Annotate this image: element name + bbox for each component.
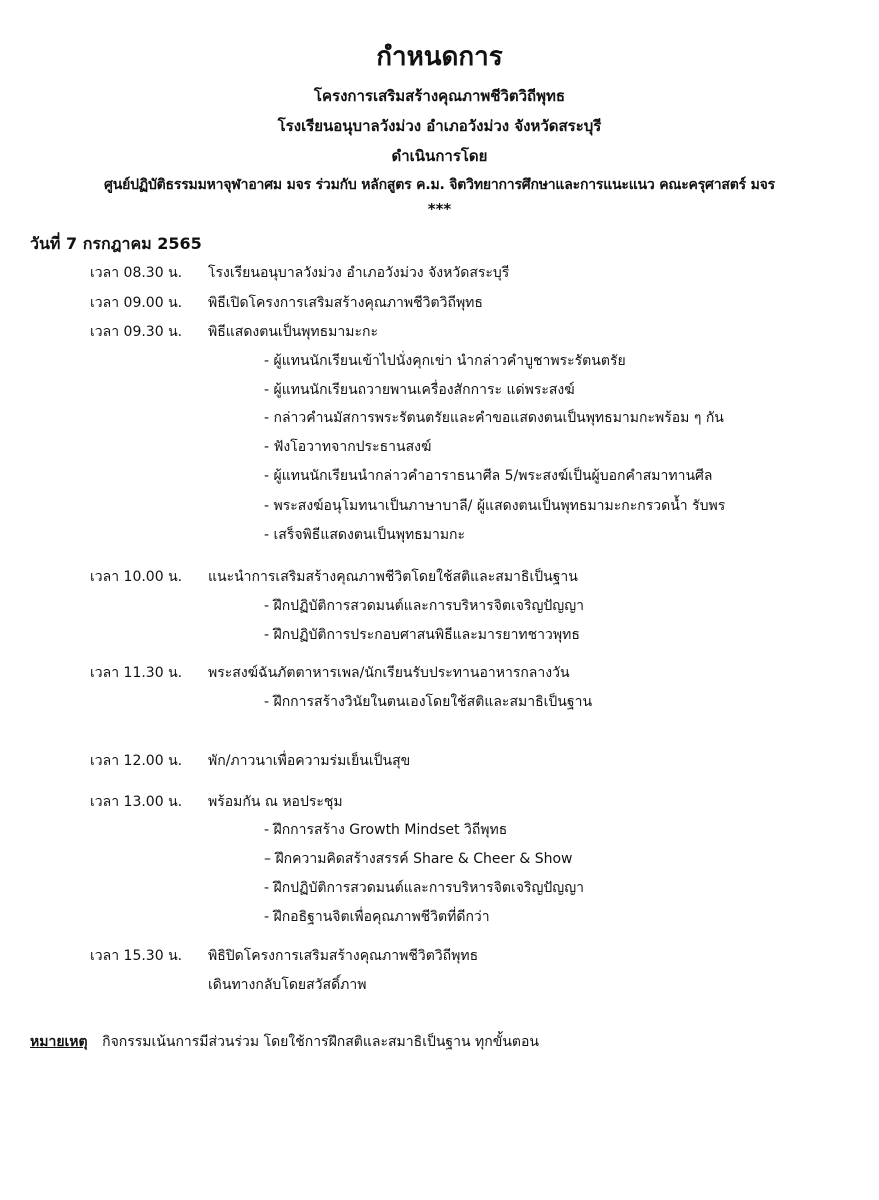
- schedule-item: – ฝึกความคิดสร้างสรรค์ Share & Cheer & Show: [264, 851, 573, 867]
- document-title: กำหนดการ: [376, 42, 503, 72]
- schedule-item: - ฝึกปฏิบัติการสวดมนต์และการบริหารจิตเจริญปัญญา: [264, 598, 585, 614]
- schedule-item: - เสร็จพิธีแสดงตนเป็นพุทธมามกะ: [264, 527, 466, 543]
- schedule-item: - ฟังโอวาทจากประธานสงฆ์: [264, 439, 432, 455]
- schedule-title: แนะนำการเสริมสร้างคุณภาพชีวิตโดยใช้สติและสมาธิเป็นฐาน: [208, 569, 578, 585]
- schedule-title: พัก/ภาวนาเพื่อความร่มเย็นเป็นสุข: [208, 753, 411, 769]
- schedule-time: เวลา 09.00 น.: [90, 295, 183, 311]
- header-separator: ***: [427, 200, 452, 218]
- schedule-time: เวลา 10.00 น.: [90, 569, 183, 585]
- schedule-time: เวลา 15.30 น.: [90, 948, 183, 964]
- schedule-item: - ผู้แทนนักเรียนเข้าไปนั่งคุกเข่า นำกล่าวคำบูชาพระรัตนตรัย: [264, 353, 626, 369]
- schedule-item: - ฝึกปฏิบัติการสวดมนต์และการบริหารจิตเจริญปัญญา: [264, 880, 585, 896]
- schedule-title: พิธีเปิดโครงการเสริมสร้างคุณภาพชีวิตวิถีพุทธ: [208, 295, 483, 311]
- schedule-time: เวลา 13.00 น.: [90, 794, 183, 810]
- schedule-item: - ฝึกการสร้าง Growth Mindset วิถีพุทธ: [264, 822, 508, 838]
- schedule-closing-line: เดินทางกลับโดยสวัสดิ์ภาพ: [208, 977, 367, 993]
- schedule-time: เวลา 08.30 น.: [90, 265, 183, 281]
- schedule-title: พิธิปิดโครงการเสริมสร้างคุณภาพชีวิตวิถีพุทธ: [208, 948, 479, 964]
- organizers-line: ศูนย์ปฏิบัติธรรมมหาจุฬาอาศม มจร ร่วมกับ หลักสูตร ค.ม. จิตวิทยาการศึกษาและการแนะแนว คณะครุศาสตร์ มจร: [104, 177, 775, 193]
- schedule-item: - ฝึกอธิฐานจิตเพื่อคุณภาพชีวิตที่ดีกว่า: [264, 909, 490, 925]
- schedule-title: พร้อมกัน ณ หอประชุม: [208, 794, 343, 810]
- schedule-item: - ฝึกปฏิบัติการประกอบศาสนพิธีและมารยาทชาวพุทธ: [264, 627, 580, 643]
- schedule-item: - ฝึกการสร้างวินัยในตนเองโดยใช้สติและสมาธิเป็นฐาน: [264, 694, 593, 710]
- remark-label: หมายเหตุ: [30, 1034, 88, 1050]
- school-name: โรงเรียนอนุบาลวังม่วง อำเภอวังม่วง จังหวัดสระบุรี: [277, 117, 602, 135]
- schedule-time: เวลา 11.30 น.: [90, 665, 183, 681]
- schedule-title: พระสงฆ์ฉันภัตตาหารเพล/นักเรียนรับประทานอาหารกลางวัน: [208, 665, 570, 681]
- schedule-item: - พระสงฆ์อนุโมทนาเป็นภาษาบาลี/ ผู้แสดงตนเป็นพุทธมามะกะกรวดน้ำ รับพร: [264, 498, 726, 514]
- project-name: โครงการเสริมสร้างคุณภาพชีวิตวิถีพุทธ: [313, 87, 566, 105]
- schedule-time: เวลา 12.00 น.: [90, 753, 183, 769]
- schedule-time: เวลา 09.30 น.: [90, 324, 183, 340]
- event-date: วันที่ 7 กรกฎาคม 2565: [30, 234, 202, 253]
- operated-by-label: ดำเนินการโดย: [391, 147, 488, 165]
- schedule-title: โรงเรียนอนุบาลวังม่วง อำเภอวังม่วง จังหวัดสระบุรี: [208, 265, 510, 281]
- schedule-item: - ผู้แทนนักเรียนถวายพานเครื่องสักการะ แด่พระสงฆ์: [264, 382, 575, 398]
- schedule-item: - ผู้แทนนักเรียนนำกล่าวคำอาราธนาศีล 5/พระสงฆ์เป็นผู้บอกคำสมาทานศีล: [264, 468, 713, 484]
- remark: [30, 1031, 539, 1053]
- remark-text: กิจกรรมเน้นการมีส่วนร่วม โดยใช้การฝึกสติและสมาธิเป็นฐาน ทุกขั้นตอน: [102, 1034, 539, 1050]
- schedule-item: - กล่าวคำนมัสการพระรัตนตรัยและคำขอแสดงตนเป็นพุทธมามกะพร้อม ๆ กัน: [264, 410, 724, 426]
- schedule-title: พิธีแสดงตนเป็นพุทธมามะกะ: [208, 324, 379, 340]
